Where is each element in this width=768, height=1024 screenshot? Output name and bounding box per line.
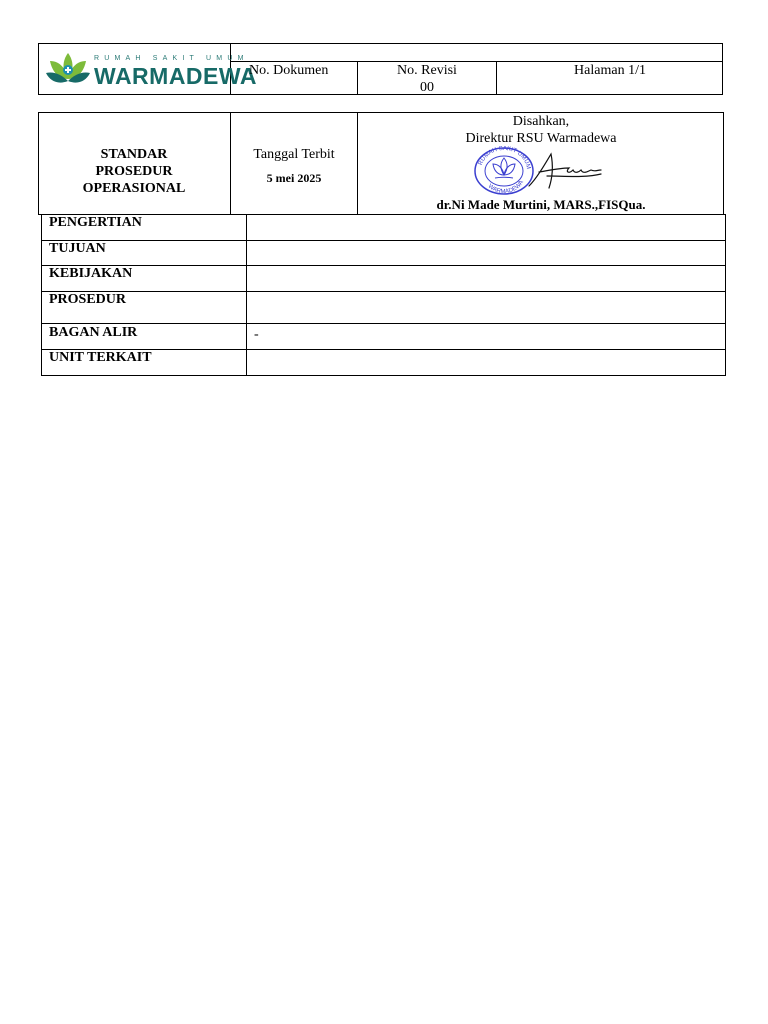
row-line-4 [41,323,726,324]
doc-type-title [38,146,230,197]
approval-divider-1 [230,112,231,215]
stamp-text-bottom: WARMADEWA [486,179,525,196]
row-line-2 [41,265,726,266]
signer-name: dr.Ni Made Murtini, MARS.,FISQua. [436,197,646,212]
no-revisi-value: 00 [420,80,434,95]
disahkan-label: Disahkan, [512,114,570,129]
halaman-label: Halaman 1/1 [574,63,646,78]
section-label-prosedur: PROSEDUR [49,292,127,307]
logo-subtitle: RUMAH SAKIT UMUM [94,55,249,62]
section-value-bagan-alir: - [254,327,259,342]
tanggal-terbit-value: 5 mei 2025 [266,171,322,185]
section-label-tujuan: TUJUAN [49,241,106,256]
doc-type-line-3: OPERASIONAL [82,181,186,196]
doc-type-line-2: PROSEDUR [95,164,173,179]
hospital-logo [44,51,257,91]
sections-divider [246,214,247,376]
signature-icon [525,150,605,192]
row-line-1 [41,240,726,241]
stamp-text-top: RUMAH SAKIT UMUM [477,146,531,170]
section-label-unit-terkait: UNIT TERKAIT [49,350,152,365]
no-dokumen-label: No. Dokumen [249,63,329,78]
section-label-bagan-alir: BAGAN ALIR [49,325,138,340]
tanggal-terbit-label: Tanggal Terbit [253,147,335,162]
section-label-pengertian: PENGERTIAN [49,215,142,230]
no-revisi-label: No. Revisi [397,63,457,78]
logo-brand: WARMADEWA [94,63,257,89]
lotus-icon [44,51,92,87]
direktur-label: Direktur RSU Warmadewa [465,131,617,146]
section-label-kebijakan: KEBIJAKAN [49,266,133,281]
doc-type-line-1: STANDAR [100,147,168,162]
row-line-3 [41,291,726,292]
